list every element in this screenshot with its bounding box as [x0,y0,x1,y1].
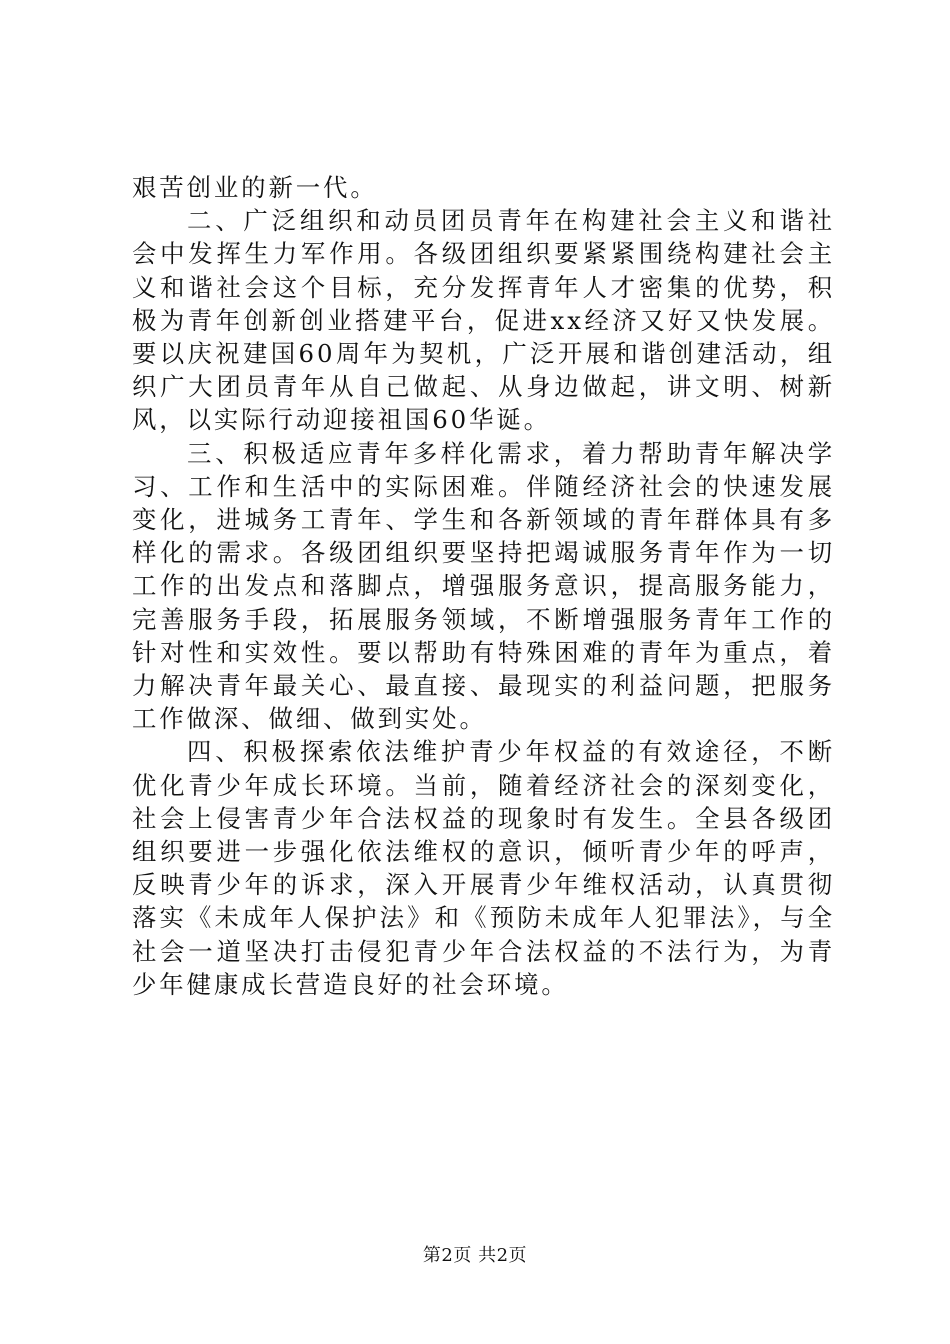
paragraph-section-three: 三、积极适应青年多样化需求，着力帮助青年解决学习、工作和生活中的实际困难。伴随经济社会的快速发展变化，进城务工青年、学生和各新领域的青年群体具有多样化的需求。各级团组织要坚持把竭诚服务青年作为一切工作的出发点和落脚点，增强服务意识，提高服务能力，完善服务手段，拓展服务领域，不断增强服务青年工作的针对性和实效性。要以帮助有特殊困难的青年为重点，着力解决青年最关心、最直接、最现实的利益问题，把服务工作做深、做细、做到实处。 [132,438,835,734]
paragraph-section-four: 四、积极探索依法维护青少年权益的有效途径，不断优化青少年成长环境。当前，随着经济社会的深刻变化，社会上侵害青少年合法权益的现象时有发生。全县各级团组织要进一步强化依法维权的意识，倾听青少年的呼声，反映青少年的诉求，深入开展青少年维权活动，认真贯彻落实《未成年人保护法》和《预防未成年人犯罪法》，与全社会一道坚决打击侵犯青少年合法权益的不法行为，为青少年健康成长营造良好的社会环境。 [132,737,835,999]
page-number-footer: 第2页 共2页 [422,1245,528,1266]
paragraph-continuation: 艰苦创业的新一代。 [132,173,378,202]
document-body [132,171,835,1001]
paragraph-section-two: 二、广泛组织和动员团员青年在构建社会主义和谐社会中发挥生力军作用。各级团组织要紧紧围绕构建社会主义和谐社会这个目标，充分发挥青年人才密集的优势，积极为青年创新创业搭建平台，促进xx经济又好又快发展。要以庆祝建国60周年为契机，广泛开展和谐创建活动，组织广大团员青年从自己做起、从身边做起，讲文明、树新风，以实际行动迎接祖国60华诞。 [132,206,835,435]
